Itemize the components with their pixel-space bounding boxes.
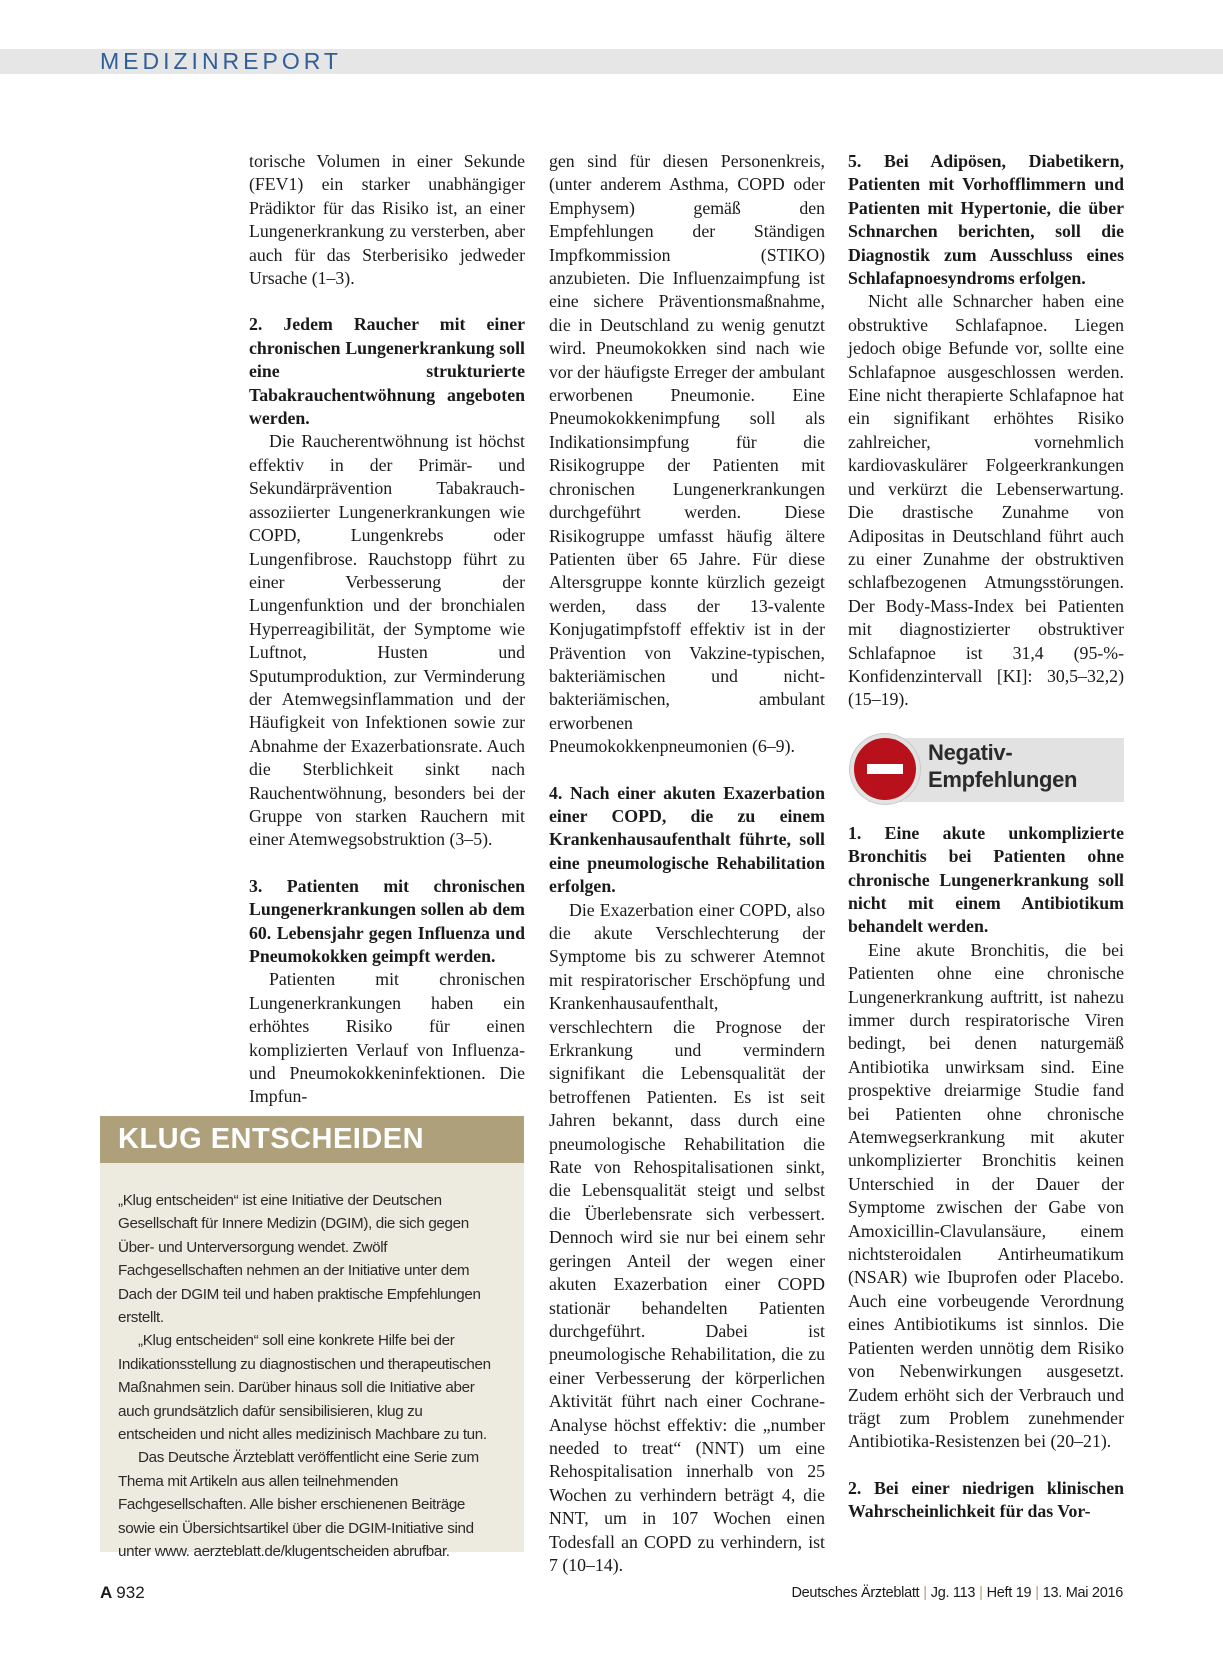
paragraph: gen sind für diesen Personenkreis, (unter anderem Asthma, COPD oder Emphysem) gemäß den Empfehlungen der Ständigen Impfkommission (STIKO) anzubieten. Die Influenzaimpfung ist eine sichere Präventionsmaßnahme, die in Deutschland zu wenig genutzt wird. Pneumokokken sind nach wie vor der häufigste Erreger der ambulant erworbenen Pneumonie. Eine Pneumokokkenimpfung soll als Indikationsimpfung für die Risikogruppe der Patienten mit chronischen Lungenerkrankungen durchgeführt werden. Diese Risikogruppe umfasst häufig ältere Patienten über 65 Jahre. Für diese Altersgruppe konnte kürzlich gezeigt werden, dass der 13-valente Konjugatimpfstoff effektiv ist in der Prävention von Vakzine-typischen, bakteriämischen und nicht-bakteriämischen, ambulant erworbenen Pneumokokkenpneumonien (6–9).: [549, 151, 825, 757]
footer-separator: |: [979, 1585, 983, 1601]
recommendation-heading: 2. Jedem Raucher mit einer chronischen Lungenerkrankung soll eine strukturierte Tabakrauchentwöhnung angeboten werden.: [249, 314, 525, 429]
banner-title: [928, 739, 1077, 793]
recommendation-heading: 4. Nach einer akuten Exazerbation einer COPD, die zu einem Krankenhausaufenthalt führte, soll eine pneumologische Rehabilitation erfolgen.: [549, 782, 825, 897]
paragraph: Nicht alle Schnarcher haben eine obstruktive Schlafapnoe. Liegen jedoch obige Befunde vor, sollte eine Schlafapnoe ausgeschlossen werden. Eine nicht therapierte Schlafapnoe hat ein signifikant erhöhtes Risiko zahlreicher, vornehmlich kardiovaskulärer Folgeerkrankungen und verkürzt die Lebenserwartung. Die drastische Zunahme von Adipositas in Deutschland führt auch zu einer Zunahme der obstruktiven schlafbezogenen Atmungsstörungen. Der Body-Mass-Index bei Patienten mit diagnostizierter obstruktiver Schlafapnoe ist 31,4 (95-%-Konfidenzintervall [KI]: 30,5–32,2) (15–19).: [848, 291, 1124, 710]
section-label: MEDIZINREPORT: [100, 48, 342, 74]
box-paragraph: Das Deutsche Ärzteblatt veröffentlicht eine Serie zum Thema mit Artikeln aus allen teilnehmenden Fachgesellschaften. Alle bisher erschienenen Beiträge sowie ein Übersichtsartikel über die DGIM-Initiative sind unter www. aerzteblatt.de/klugentscheiden abrufbar.: [118, 1449, 479, 1561]
footer-separator: |: [923, 1585, 927, 1601]
paragraph: Die Raucherentwöhnung ist höchst effektiv in der Primär- und Sekundärprävention Tabakrauch-assoziierter Lungenerkrankungen wie COPD, Lungenkrebs oder Lungenfibrose. Rauchstopp führt zu einer Verbesserung der Lungenfunktion und der bronchialen Hyperreagibilität, der Symptome wie Luftnot, Husten und Sputumproduktion, zur Verminderung der Atemwegsinflammation und der Häufigkeit von Infektionen sowie zur Abnahme der Exazerbationsrate. Auch die Sterblichkeit sinkt nach Rauchentwöhnung, besonders bei der Gruppe von starken Rauchern mit einer Atemwegsobstruktion (3–5).: [249, 431, 525, 850]
banner-title-line1: Negativ-: [928, 739, 1013, 765]
recommendation-heading: 3. Patienten mit chronischen Lungenerkrankungen sollen ab dem 60. Lebensjahr gegen Influenza und Pneumokokken geimpft werden.: [249, 875, 525, 966]
text-column-3: [848, 150, 1124, 1524]
journal-date: 13. Mai 2016: [1042, 1585, 1123, 1601]
banner-title-line2: Empfehlungen: [928, 766, 1078, 792]
page-prefix: A: [100, 1583, 113, 1602]
journal-name: Deutsches Ärzteblatt: [791, 1585, 920, 1601]
paragraph: Eine akute Bronchitis, die bei Patienten ohne eine chronische Lungenerkrankung auftritt, ist nahezu immer durch respiratorische Viren bedingt, bei denen naturgemäß Antibiotika unwirksam sind. Eine prospektive dreiarmige Studie fand bei Patienten ohne chronische Atemwegserkrankung mit akuter unkomplizierter Bronchitis keinen Unterschied in der Dauer der Symptome zwischen der Gabe von Amoxicillin-Clavulansäure, einem nichtsteroidalen Antirheumatikum (NSAR) wie Ibuprofen oder Placebo. Auch eine vorbeugende Verordnung eines Antibiotikums ist sinnlos. Die Patienten werden unnötig dem Risiko von Nebenwirkungen ausgesetzt. Zudem erhöht sich der Verbrauch und trägt zum Problem zunehmender Antibiotika-Resistenzen bei (20–21).: [848, 939, 1124, 1452]
page-number-value: 932: [116, 1583, 145, 1602]
box-title: KLUG ENTSCHEIDEN: [100, 1116, 524, 1163]
no-entry-icon: [850, 734, 920, 804]
klug-entscheiden-box: [100, 1116, 524, 1561]
negative-recommendation-heading: 1. Eine akute unkomplizierte Bronchitis bei Patienten ohne chronische Lungenerkrankung soll nicht mit einem Antibiotikum behandelt werden.: [848, 822, 1124, 937]
paragraph: torische Volumen in einer Sekunde (FEV1) ein starker unabhängiger Prädiktor für das Risiko ist, an einer Lungenerkrankung zu versterben, aber auch für das Sterberisiko jedweder Ursache (1–3).: [249, 151, 525, 289]
journal-issue: Heft 19: [986, 1585, 1032, 1601]
box-body: [100, 1163, 524, 1564]
journal-footer: [792, 1585, 1124, 1601]
footer-separator: |: [1035, 1585, 1039, 1601]
negative-recommendations-banner: [848, 734, 1124, 800]
box-paragraph: „Klug entscheiden“ soll eine konkrete Hilfe bei der Indikationsstellung zu diagnostischen und therapeutischen Maßnahmen sein. Darüber hinaus soll die Initiative aber auch grundsätzlich dafür sensibilisieren, klug zu entscheiden und nicht alles medizinisch Machbare zu tun.: [118, 1332, 491, 1444]
paragraph: Die Exazerbation einer COPD, also die akute Verschlechterung der Symptome bis zu schwerer Atemnot mit respiratorischer Erschöpfung und Krankenhausaufenthalt, verschlechtern die Prognose der Erkrankung und vermindern signifikant die Lebensqualität der betroffenen Patienten. Es ist seit Jahren bekannt, dass durch eine pneumologische Rehabilitation die Rate von Rehospitalisationen sinkt, die Lebensqualität steigt und selbst die Überlebensrate sich verbessert. Dennoch wird sie nur bei einem sehr geringen Anteil der wegen einer akuten Exazerbation einer COPD stationär behandelten Patienten durchgeführt. Dabei ist pneumologische Rehabilitation, die zu einer Verbesserung der körperlichen Aktivität führt nach einer Cochrane-Analyse höchst effektiv: die „number needed to treat“ (NNT) um eine Rehospitalisation innerhalb von 25 Wochen zu verhindern beträgt 4, die NNT, um in 107 Wochen einen Todesfall an COPD zu verhindern, ist 7 (10–14).: [549, 899, 825, 1575]
paragraph: Patienten mit chronischen Lungenerkrankungen haben ein erhöhtes Risiko für einen komplizierten Verlauf von Influenza- und Pneumokokkeninfektionen. Die Impfun-: [249, 969, 525, 1107]
text-column-2: [549, 150, 825, 1577]
text-column-1: [249, 150, 525, 1109]
recommendation-heading: 5. Bei Adipösen, Diabetikern, Patienten mit Vorhofflimmern und Patienten mit Hypertonie, die über Schnarchen berichten, soll die Diagnostik zum Ausschluss eines Schlafapnoesyndroms erfolgen.: [848, 151, 1124, 289]
journal-volume: Jg. 113: [930, 1585, 976, 1601]
page-number: [100, 1583, 145, 1603]
negative-recommendation-heading: 2. Bei einer niedrigen klinischen Wahrscheinlichkeit für das Vor-: [848, 1477, 1124, 1522]
box-paragraph: „Klug entscheiden“ ist eine Initiative der Deutschen Gesellschaft für Innere Medizin (DGIM), die sich gegen Über- und Unterversorgung wendet. Zwölf Fachgesellschaften nehmen an der Initiative unter dem Dach der DGIM teil und haben praktische Empfehlungen erstellt.: [118, 1192, 481, 1327]
